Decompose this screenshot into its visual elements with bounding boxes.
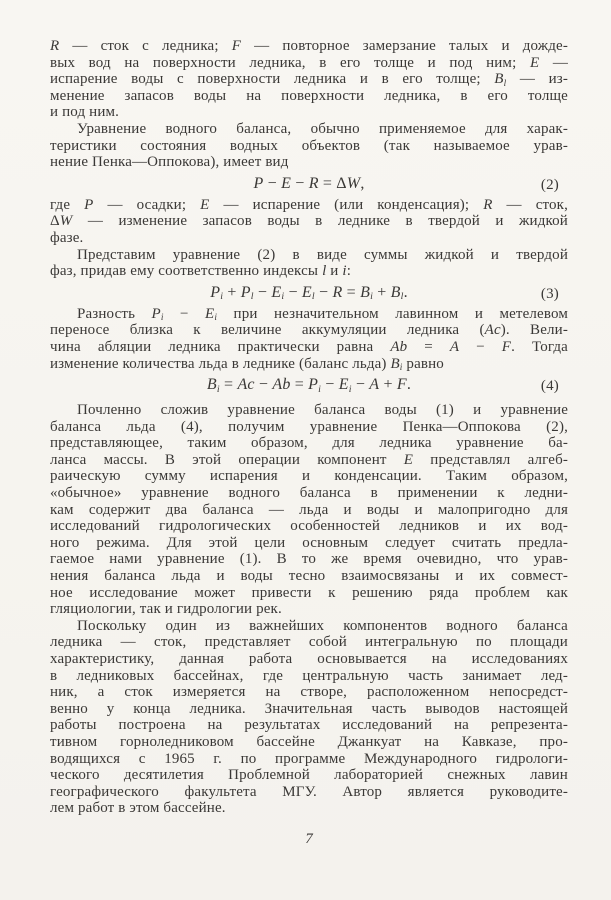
text-line: Уравнение водного баланса, обычно применяемое для харак- [77,120,568,137]
text-line: Разность $P_i - E_i$ при незначительном лавинном и метелевом [77,305,568,323]
equation-row [50,175,568,193]
text-line: фазе. [50,229,84,246]
text-line: где P — осадки; E — испарение (или конденсация); R — сток, [50,196,568,213]
page-content [50,38,568,817]
page-number: 7 [305,830,313,847]
equation-number: (3) [540,285,559,302]
text-line: ник, а сток измеряется на створе, расположенном непосредст- [50,684,568,701]
text-line: водящихся с 1965 г. по программе Международного гидрологи- [50,750,568,767]
equation-row [50,284,568,302]
equation-formula: $B_i = Ac - Ab = P_i - E_i - A + F$. [206,376,412,395]
text-line: Поскольку один из важнейших компонентов водного баланса [77,617,568,634]
text-line: менение запасов воды на поверхности ледника, в его толще [50,87,568,104]
equation-row [50,376,568,394]
text-line: исследований гидрологических особенностей ледников и их вод- [50,518,568,535]
paragraph [50,618,568,817]
text-line: чина абляции ледника практически равна Ab = A − F. Тогда [50,338,568,355]
equation-formula: P − E − R = ΔW, [253,174,365,192]
text-line: ледника — сток, представляет собой интегральную по площади [50,634,568,651]
text-line: гаемое нами уравнение (1). В то же время очевидно, что урав- [50,551,568,568]
text-line: изменение количества льда в леднике (баланс льда) $B_i$ равно [50,355,444,373]
text-line: ного режима. Для этой цели основным следует считать предла- [50,534,568,551]
text-line: гляциологии, так и гидрологии рек. [50,601,282,618]
text-line: вых вод на поверхности ледника, в его толще и под ним; E — [50,54,568,71]
text-line: «обычное» уравнение водного баланса в применении к ледни- [50,485,568,502]
text-line: ческого десятилетия Проблемной лабораторией снежных лавин [50,767,568,784]
text-line: испарение воды с поверхности ледника и в его толще; $B_l$ — из- [50,71,568,88]
text-line: венно у конца ледника. Значительная часть выводов настоящей [50,700,568,717]
text-line: нения баланса льда и воды тесно взаимосвязаны и их совмест- [50,568,568,585]
text-line: фаз, придав ему соответственно индексы l и i: [50,263,352,280]
text-line: ланса массы. В этой операции компонент E представлял алгеб- [50,451,568,468]
text-line: ное исследование может привести к решению ряда проблем как [50,584,568,601]
equation-number: (2) [540,176,559,193]
paragraph [50,247,568,280]
text-line: характеристику, данная работа основывается на исследованиях [50,651,568,667]
text-line: R — сток с ледника; F — повторное замерзание талых и дожде- [50,38,568,54]
paragraph [50,121,568,171]
equation-number: (4) [540,378,559,395]
paragraph [50,38,568,121]
text-line: лем работ в этом бассейне. [50,800,226,817]
text-line: Почленно сложив уравнение баланса воды (1) и уравнение [77,402,568,419]
text-line: географического факультета МГУ. Автор является руководите- [50,783,568,800]
paragraph [50,197,568,247]
text-line: ΔW — изменение запасов воды в леднике в твердой и жидкой [50,213,568,230]
page-footer [50,831,568,848]
text-line: Представим уравнение (2) в виде суммы жидкой и твердой [77,246,568,263]
text-line: кам содержит два баланса — льда и воды и малопригодно для [50,501,568,518]
equation-formula: $P_i + P_l - E_i - E_l - R = B_i + B_l$. [210,283,408,303]
text-line: тивном горноледниковом бассейне Джанкуат на Кавказе, про- [50,733,568,750]
paragraph [50,306,568,372]
paragraph [50,402,568,618]
text-line: переносе близка к величине аккумуляции ледника (Ac). Вели- [50,322,568,339]
text-line: раическую сумму испарения и конденсации. Таким образом, [50,468,568,485]
text-line: баланса льда (4), получим уравнение Пенка—Оппокова (2), [50,418,568,435]
text-line: в ледниковых бассейнах, где центральную часть занимает лед- [50,667,568,684]
text-line: работы построена на результатах исследований на репрезента- [50,717,568,734]
text-line: и под ним. [50,104,120,121]
text-line: теристики состояния водных объектов (так называемое урав- [50,137,568,154]
text-line: нение Пенка—Оппокова), имеет вид [50,154,289,171]
text-line: представляющее, таким образом, для ледника уравнение ба- [50,435,568,452]
